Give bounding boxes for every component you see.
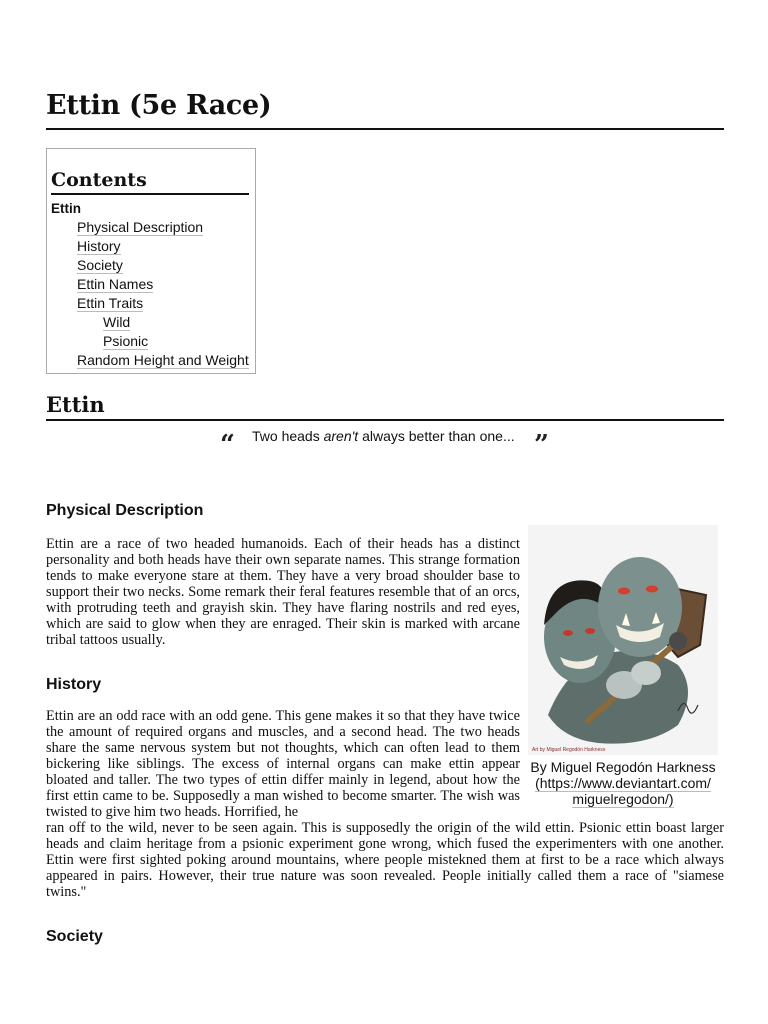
heading-physical-description: Physical Description xyxy=(46,502,204,519)
history-text-continued: ran off to the wild, never to be seen again. This is supposedly the origin of the wild ettin. Psionic ettin boast larger heads and claim heritage from a psionic experiment gone wrong, which fused the experimenters with one another. Ettin were first sighted poking around mountains, where people mistekned them at first to be a race which always appeared in pairs. However, their true nature was soon revealed. People initially called them a race of "siamese twins." xyxy=(46,820,724,900)
svg-text:Art by Miguel Regodón Harkness: Art by Miguel Regodón Harkness xyxy=(532,747,606,753)
toc-item-ettin-traits[interactable]: Ettin Traits xyxy=(77,295,144,311)
image-caption xyxy=(528,759,718,807)
toc-item-ettin[interactable]: Ettin xyxy=(51,201,81,216)
heading-history: History xyxy=(46,676,102,693)
ettin-illustration xyxy=(528,525,718,755)
toc-item-ettin-names[interactable]: Ettin Names xyxy=(77,276,154,292)
open-quote-icon: “ xyxy=(220,430,235,460)
heading-society: Society xyxy=(46,928,103,945)
physical-description-text: Ettin are a race of two headed humanoids. Each of their heads has a distinct personality and both heads have their own separate names. This strange formation tends to make everyone stare at them. They have a very broad shoulder base to support their two necks. Some remark their feral features resemble that of an orcs, with protruding teeth and grayish skin. They have flaring nostrils and red eyes, which are said to glow when they are enraged. Their skin is marked with arcane tribal tattoos usually. xyxy=(46,536,520,648)
title-divider xyxy=(46,128,724,130)
ettin-figure xyxy=(528,525,718,807)
caption-link-part2[interactable]: miguelregodon/) xyxy=(572,791,674,807)
section-heading-ettin: Ettin xyxy=(46,392,105,417)
epigraph-quote xyxy=(220,428,550,458)
toc-item-wild[interactable]: Wild xyxy=(103,314,131,330)
toc-item-random-height-and-weight[interactable]: Random Height and Weight xyxy=(77,352,249,368)
close-quote-icon: ” xyxy=(534,430,549,460)
toc-item-history[interactable]: History xyxy=(77,238,121,254)
history-text: Ettin are an odd race with an odd gene. This gene makes it so that they have twice the amount of required organs and muscles, and a second head. The two heads share the same nervous system but not thoughts, which can often lead to them bickering like siblings. The excess of internal organs can make ettin appear bloated and taller. The two types of ettin differ mainly in legend, about how the first ettin came to be. Supposedly a man wished to become smarter. The wish was twisted to give him two heads. Horrified, he xyxy=(46,708,520,820)
caption-author: By Miguel Regodón Harkness xyxy=(530,759,716,775)
toc-item-physical-description[interactable]: Physical Description xyxy=(77,219,204,235)
caption-link-part1[interactable]: (https://www.deviantart.com/ xyxy=(535,775,711,791)
page-title: Ettin (5e Race) xyxy=(46,90,272,121)
toc-heading: Contents xyxy=(51,169,249,195)
toc-item-psionic[interactable]: Psionic xyxy=(103,333,149,349)
toc-item-society[interactable]: Society xyxy=(77,257,123,273)
quote-text: Two heads aren't always better than one... xyxy=(252,428,515,444)
table-of-contents xyxy=(46,148,256,374)
section-divider xyxy=(46,419,724,421)
